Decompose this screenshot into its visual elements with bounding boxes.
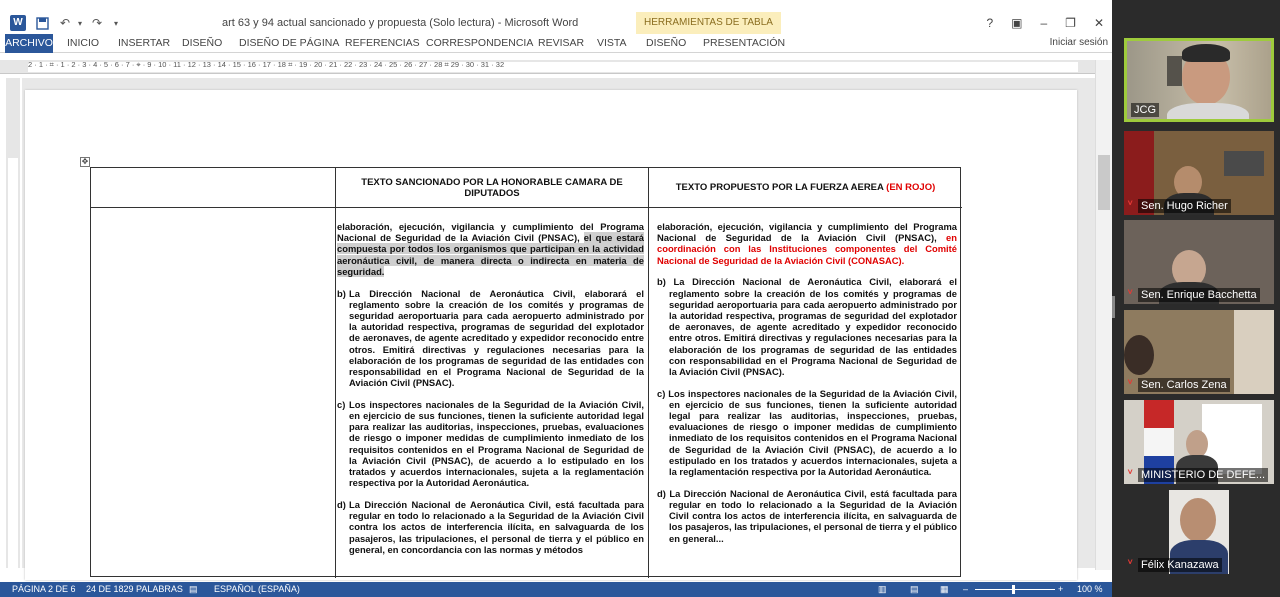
zoom-out-button[interactable]: – xyxy=(963,584,969,594)
read-mode-icon[interactable]: ▥ xyxy=(878,584,887,594)
item-text: La Dirección Nacional de Aeronáutica Civil, está facultada para regular en todo lo relacionado a la Seguridad de la Aviación Civil contra los actos de interferencia ilícita, en salvaguarda de los pasajeros, las tripulaciones, el personal de tierra y el público en general, en concordancia con las normas y métodos xyxy=(349,498,644,555)
table-move-handle-icon[interactable]: ✥ xyxy=(81,157,89,166)
table-column-divider xyxy=(335,168,336,578)
tab-referencias[interactable]: REFERENCIAS xyxy=(345,37,420,49)
wall-frame xyxy=(1167,56,1182,86)
flag-red xyxy=(1144,400,1174,428)
word-app-icon[interactable]: W xyxy=(10,15,26,31)
sign-in-link[interactable]: Iniciar sesión xyxy=(1049,37,1108,48)
print-layout-icon[interactable]: ▤ xyxy=(910,584,919,594)
intro-text: elaboración, ejecución, vigilancia y cumplimiento del Programa Nacional de Seguridad de la Aviación Civil (PNSAC), xyxy=(337,221,644,244)
video-tile-jcg[interactable] xyxy=(1124,38,1274,122)
list-item-c: c) Los inspectores nacionales de la Seguridad de la Aviación Civil, en ejercicio de sus funciones, tienen la suficiente autoridad legal para realizar las auditorias, inspecciones, pruebas, evaluaciones de riesgo o imponer medidas de cumplimiento inmediato de los requisitos contenidos en el Programa Nacional de Seguridad de la Aviación Civil (PNSAC), de acuerdo a lo estipulado en los tratados y acuerdos internacionales, sujeta a la reglamentación respectiva por la Autoridad Aeronáutica. xyxy=(657,387,957,478)
zoom-slider-thumb[interactable] xyxy=(1012,585,1015,594)
video-tile-felix-kanazawa[interactable] xyxy=(1124,490,1274,574)
zoom-slider[interactable] xyxy=(975,589,1055,590)
zoom-in-button[interactable]: + xyxy=(1058,584,1064,594)
participant-name: Félix Kanazawa xyxy=(1138,558,1222,572)
header-en-rojo: (EN ROJO) xyxy=(886,182,936,193)
tab-archivo[interactable]: ARCHIVO xyxy=(5,34,53,53)
mic-muted-icon: ⱽ xyxy=(1128,289,1133,300)
undo-dropdown-icon[interactable]: ▾ xyxy=(78,18,83,28)
item-label: d) xyxy=(337,498,346,510)
item-text: Los inspectores nacionales de la Seguridad de la Aviación Civil, en ejercicio de sus funciones, tienen la suficiente autoridad legal para realizar las auditorias, inspecciones, pruebas, evaluaciones de riesgo o imponer medidas de cumplimiento inmediato de los requisitos contenidos en el Programa Nacional de Seguridad de la Aviación Civil (PNSAC), de acuerdo a lo estipulado en los tratados y acuerdos internacionales, sujeta a la reglamentación respectiva por la Autoridad Aeronáutica. xyxy=(349,398,644,489)
wall-panel xyxy=(1234,310,1274,394)
list-item-d xyxy=(337,499,644,555)
save-icon[interactable] xyxy=(36,15,49,31)
table-tools-label: HERRAMIENTAS DE TABLA xyxy=(644,17,773,28)
cell-sancionado[interactable] xyxy=(337,221,644,565)
video-tile-enrique-bacchetta[interactable] xyxy=(1124,220,1274,304)
window-title: art 63 y 94 actual sancionado y propuesta (Solo lectura) - Microsoft Word xyxy=(222,17,579,29)
participant-face xyxy=(1186,430,1208,458)
comparison-table[interactable] xyxy=(90,167,961,577)
vertical-scrollbar[interactable] xyxy=(1095,60,1112,570)
title-bar xyxy=(0,12,1112,34)
help-button[interactable]: ? xyxy=(986,16,994,30)
paragraph-intro xyxy=(337,221,644,277)
tab-revisar[interactable]: REVISAR xyxy=(538,37,585,49)
proofing-icon[interactable]: ▤ xyxy=(189,584,198,594)
tab-table-diseno[interactable]: DISEÑO xyxy=(646,37,687,49)
tab-vista[interactable]: VISTA xyxy=(597,37,627,49)
zoom-level[interactable]: 100 % xyxy=(1077,584,1103,594)
video-tile-ministerio-defensa[interactable] xyxy=(1124,400,1274,484)
header-texto-propuesto xyxy=(649,168,962,207)
participant-name: Sen. Enrique Bacchetta xyxy=(1138,288,1260,302)
table-column-divider xyxy=(648,168,649,578)
wall-picture xyxy=(1224,151,1264,176)
horizontal-ruler[interactable] xyxy=(0,60,1095,74)
table-header-divider xyxy=(91,207,962,208)
ribbon-display-options-icon[interactable]: ▣ xyxy=(1011,16,1023,30)
list-item-c xyxy=(337,399,644,489)
ribbon-tabs xyxy=(0,34,1112,53)
page-indicator[interactable]: PÁGINA 2 DE 6 xyxy=(12,584,76,594)
participant-face xyxy=(1124,335,1154,375)
item-label: b) xyxy=(337,287,346,299)
item-text: La Dirección Nacional de Aeronáutica Civil, elaborará el reglamento sobre la creación de los comités y programas de seguridad aeroportuaria para cada aeropuerto administrado por la autoridad respectiva, programas de seguridad del explotador de aeronaves, de agente acreditado y expedidor reconocido entre otros. Emitirá directivas y regulaciones necesarias para la elaboración de los programas de seguridad de las entidades con responsabilidad en el Programa Nacional de Seguridad de la Aviación Civil (PNSAC). xyxy=(349,287,644,389)
red-proposed-text: en coordinación con las Instituciones componentes del Comité Nacional de Seguridad de la Aviación Civil (CONASAC). xyxy=(657,232,957,266)
tab-diseno-de-pagina[interactable]: DISEÑO DE PÁGINA xyxy=(239,37,340,49)
paragraph-intro xyxy=(657,221,957,266)
participant-hair xyxy=(1182,44,1230,62)
mic-muted-icon: ⱽ xyxy=(1128,200,1133,211)
vertical-ruler[interactable] xyxy=(6,78,20,568)
video-tile-hugo-richer[interactable] xyxy=(1124,131,1274,215)
ruler-scale: 2 · 1 · ⌗ · 1 · 2 · 3 · 4 · 5 · 6 · 7 · ⌖ · 9 · 10 · 11 · 12 · 13 · 14 · 15 · 16 · 17 · 18 ⌗ · 19 · 20 · 21 · 22 · 23 · 24 · 25 · 26 · 27 · 28 ⌗ 29 · 30 · 31 · 32 xyxy=(28,60,505,69)
scrollbar-thumb[interactable] xyxy=(1098,155,1110,210)
list-item-d: d) La Dirección Nacional de Aeronáutica Civil, está facultada para regular en todo lo relacionado a la Seguridad de la Aviación Civil contra los actos de interferencia ilícita, en salvaguarda de los pasajeros, las tripulaciones, el personal de tierra y el público en general... xyxy=(657,487,957,544)
highlighted-text: el que estará compuesta por todos los organismos que participan en la actividad aeronáutica civil, de manera directa o indirecta en materia de seguridad. xyxy=(337,232,644,277)
mic-muted-icon: ⱽ xyxy=(1128,379,1133,390)
table-header-empty xyxy=(91,168,335,207)
restore-button[interactable]: ❐ xyxy=(1065,16,1076,30)
header-propuesto-text: TEXTO PROPUESTO POR LA FUERZA AEREA xyxy=(675,182,884,193)
tab-inicio[interactable]: INICIO xyxy=(67,37,100,49)
mic-muted-icon: ⱽ xyxy=(1128,469,1133,480)
participant-name: Sen. Hugo Richer xyxy=(1138,199,1231,213)
participant-body xyxy=(1167,103,1249,122)
tab-diseno[interactable]: DISEÑO xyxy=(182,37,223,49)
vertical-ruler-text-area xyxy=(8,158,18,568)
tab-correspondencia[interactable]: CORRESPONDENCIA xyxy=(426,37,534,49)
item-label: c) xyxy=(337,398,346,410)
flag-white xyxy=(1144,428,1174,456)
status-bar xyxy=(0,582,1112,597)
minimize-button[interactable]: – xyxy=(1040,16,1048,30)
tab-presentacion[interactable]: PRESENTACIÓN xyxy=(703,37,786,49)
word-count[interactable]: 24 DE 1829 PALABRAS xyxy=(86,584,183,594)
tab-insertar[interactable]: INSERTAR xyxy=(118,37,171,49)
web-layout-icon[interactable]: ▦ xyxy=(940,584,949,594)
mic-muted-icon: ⱽ xyxy=(1128,559,1133,570)
quick-access-customize-icon[interactable]: ▾ xyxy=(114,18,119,28)
language-indicator[interactable]: ESPAÑOL (ESPAÑA) xyxy=(214,584,300,594)
list-item-b xyxy=(337,288,644,389)
cell-propuesto[interactable] xyxy=(657,221,957,554)
list-item-b: b) La Dirección Nacional de Aeronáutica Civil, elaborará el reglamento sobre la creación de los comités y programas de seguridad aeroportuaria para cada aeropuerto administrado por la autoridad respectiva, programas de seguridad del explotador de aeronaves, de agente acreditado y expedidor reconocido entre otros. Emitirá directivas y regulaciones necesarias para la elaboración de los programas de seguridad de las entidades con responsabilidad en el Programa Nacional de Seguridad de la Aviación Civil (PNSAC). xyxy=(657,276,957,377)
participant-name: JCG xyxy=(1131,103,1159,117)
participant-face xyxy=(1180,498,1216,542)
undo-icon[interactable]: ↶ xyxy=(60,16,71,30)
intro-text: elaboración, ejecución, vigilancia y cumplimiento del Programa Nacional de Seguridad de la Aviación Civil (PNSAC), xyxy=(657,221,957,244)
close-button[interactable]: ✕ xyxy=(1093,16,1104,30)
redo-icon[interactable]: ↷ xyxy=(92,16,103,30)
header-texto-sancionado: TEXTO SANCIONADO POR LA HONORABLE CAMARA DE DIPUTADOS xyxy=(361,176,623,199)
panel-splitter[interactable] xyxy=(1112,296,1115,318)
participant-name: Sen. Carlos Zena xyxy=(1138,378,1230,392)
participant-name: MINISTERIO DE DEFE... xyxy=(1138,468,1268,482)
video-tile-carlos-zena[interactable] xyxy=(1124,310,1274,394)
